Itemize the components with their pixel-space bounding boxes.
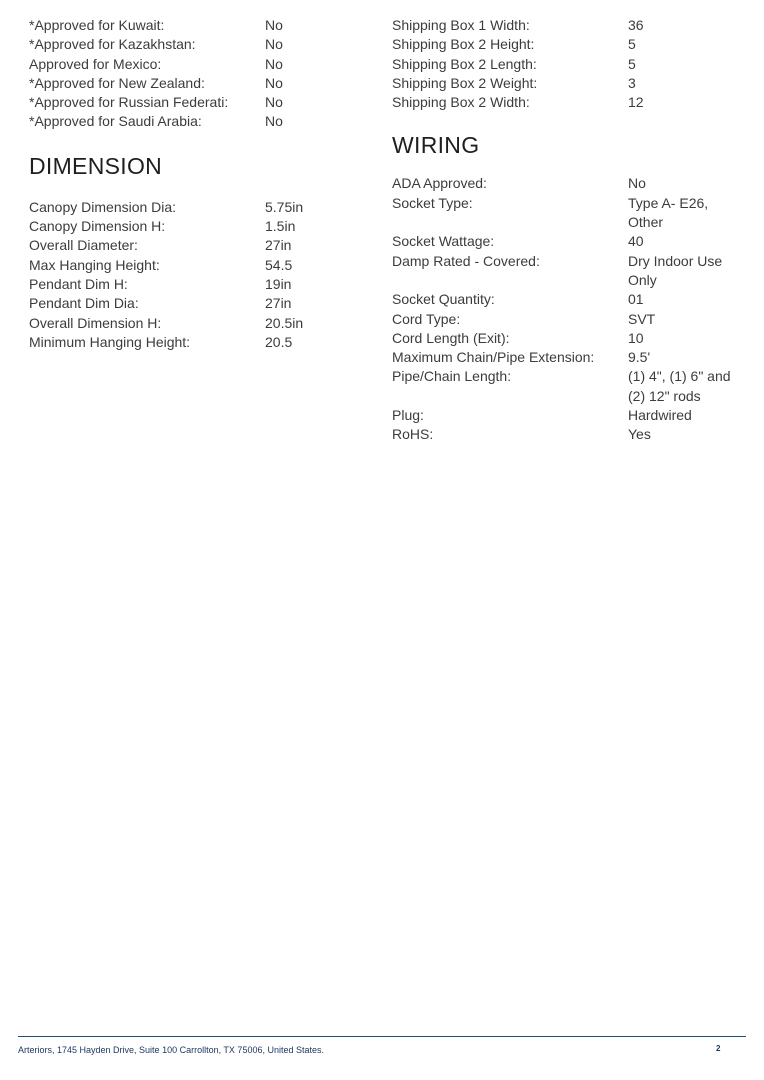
dimension-heading: DIMENSION — [29, 152, 163, 179]
spec-label: Pipe/Chain Length: — [392, 368, 512, 385]
spec-label: *Approved for New Zealand: — [29, 74, 205, 91]
spec-label: Pendant Dim H: — [29, 275, 128, 292]
spec-row — [392, 55, 752, 74]
spec-value: 3 — [628, 74, 636, 91]
left-column — [29, 16, 369, 352]
spec-row — [29, 333, 369, 352]
spec-row — [29, 236, 369, 255]
spec-row — [29, 35, 369, 54]
spec-row — [392, 406, 752, 425]
right-column — [392, 16, 752, 445]
spec-row — [29, 74, 369, 93]
spec-row — [29, 314, 369, 333]
spec-label: Plug: — [392, 407, 424, 424]
footer-address: Arteriors, 1745 Hayden Drive, Suite 100 Carrollton, TX 75006, United States. — [18, 1045, 324, 1055]
spec-row — [392, 367, 752, 406]
spec-row — [29, 112, 369, 131]
spec-label: Overall Dimension H: — [29, 314, 162, 331]
spec-row — [392, 35, 752, 54]
spec-label: ADA Approved: — [392, 175, 487, 192]
spec-value: 19in — [265, 275, 292, 292]
spec-row — [29, 217, 369, 236]
spec-row — [29, 275, 369, 294]
spec-label: Shipping Box 2 Length: — [392, 55, 537, 72]
spec-value: 9.5' — [628, 349, 651, 366]
spec-value: 5.75in — [265, 198, 304, 215]
spec-label: Shipping Box 2 Width: — [392, 94, 530, 111]
spec-label: Canopy Dimension Dia: — [29, 198, 177, 215]
spec-value: 36 — [628, 17, 644, 33]
spec-row — [29, 294, 369, 313]
page-number: 2 — [716, 1044, 721, 1053]
spec-value: No — [265, 113, 283, 130]
spec-value: 40 — [628, 233, 644, 250]
spec-value: No — [265, 17, 283, 33]
spec-label: Damp Rated - Covered: — [392, 252, 540, 269]
spec-row — [392, 310, 752, 329]
spec-row — [392, 174, 752, 193]
spec-row — [392, 348, 752, 367]
spec-row — [392, 93, 752, 112]
dimension-list — [29, 198, 369, 352]
spec-row — [29, 16, 369, 35]
spec-label: Shipping Box 2 Height: — [392, 36, 535, 53]
spec-row — [392, 425, 752, 444]
spec-label: Cord Type: — [392, 310, 461, 327]
spec-value: 5 — [628, 36, 636, 53]
spec-label: Shipping Box 2 Weight: — [392, 74, 538, 91]
spec-row — [29, 55, 369, 74]
spec-value: 20.5in — [265, 314, 304, 331]
spec-row — [392, 232, 752, 251]
spec-row — [29, 198, 369, 217]
spec-value: No — [265, 36, 283, 53]
spec-value: 12 — [628, 94, 644, 111]
spec-value: Dry Indoor Use Only — [628, 252, 723, 288]
footer-divider — [18, 1036, 746, 1037]
spec-label: Socket Wattage: — [392, 233, 495, 250]
spec-row — [29, 93, 369, 112]
spec-label: Approved for Mexico: — [29, 55, 162, 72]
shipping-list — [392, 16, 752, 112]
spec-value: 1.5in — [265, 218, 296, 235]
spec-value: No — [265, 55, 283, 72]
spec-label: Pendant Dim Dia: — [29, 295, 139, 312]
spec-value: 01 — [628, 291, 644, 308]
spec-row — [392, 16, 752, 35]
spec-label: Canopy Dimension H: — [29, 218, 166, 235]
spec-value: 10 — [628, 329, 644, 346]
spec-label: Shipping Box 1 Width: — [392, 17, 530, 33]
spec-label: Max Hanging Height: — [29, 256, 160, 273]
spec-value: No — [265, 74, 283, 91]
spec-value: Hardwired — [628, 407, 692, 424]
spec-row — [392, 194, 752, 233]
spec-row — [392, 252, 752, 291]
wiring-heading: WIRING — [392, 132, 480, 159]
spec-label: Overall Diameter: — [29, 237, 138, 254]
spec-row — [392, 290, 752, 309]
spec-value: 27in — [265, 295, 292, 312]
spec-label: Minimum Hanging Height: — [29, 333, 191, 350]
spec-value: No — [628, 175, 646, 192]
spec-label: Cord Length (Exit): — [392, 329, 510, 346]
spec-value: (1) 4", (1) 6" and (2) 12" rods — [628, 368, 731, 404]
wiring-list — [392, 174, 752, 444]
spec-value: 5 — [628, 55, 636, 72]
spec-value: 54.5 — [265, 256, 293, 273]
spec-value: No — [265, 94, 283, 111]
spec-label: *Approved for Russian Federati: — [29, 94, 229, 111]
spec-label: *Approved for Kuwait: — [29, 17, 165, 33]
spec-value: SVT — [628, 310, 656, 327]
spec-label: Socket Type: — [392, 194, 473, 211]
spec-label: *Approved for Saudi Arabia: — [29, 113, 202, 130]
spec-value: Type A- E26, Other — [628, 194, 709, 231]
spec-value: 20.5 — [265, 333, 293, 350]
spec-label: Maximum Chain/Pipe Extension: — [392, 349, 595, 366]
spec-value: 27in — [265, 237, 292, 254]
approvals-list — [29, 16, 369, 132]
spec-value: Yes — [628, 426, 651, 443]
spec-row — [29, 256, 369, 275]
spec-label: Socket Quantity: — [392, 291, 495, 308]
spec-row — [392, 74, 752, 93]
spec-label: *Approved for Kazakhstan: — [29, 36, 196, 53]
spec-row — [392, 329, 752, 348]
spec-label: RoHS: — [392, 426, 434, 443]
